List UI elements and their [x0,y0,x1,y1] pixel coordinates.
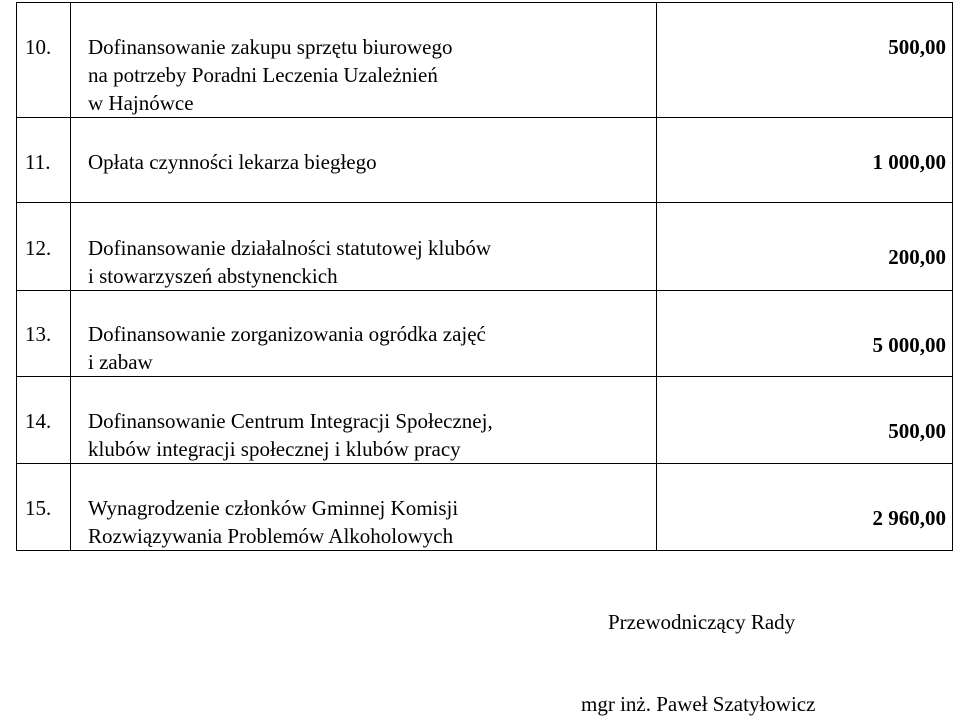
table-row [17,118,953,203]
description-line: klubów integracji społecznej i klubów pracy [88,437,461,461]
item-description-cell [71,203,657,291]
item-number-cell [17,291,71,377]
table-row [17,464,953,551]
item-number-cell [17,464,71,551]
item-number-cell [17,377,71,464]
item-description [88,377,646,463]
item-amount-cell [657,291,953,377]
item-number: 12. [25,236,52,260]
table-row [17,291,953,377]
description-line: Dofinansowanie zakupu sprzętu biurowego [88,35,453,59]
description-line: Rozwiązywania Problemów Alkoholowych [88,524,454,548]
expense-table [16,2,953,551]
item-amount: 1 000,00 [872,150,946,174]
item-number-cell [17,203,71,291]
item-amount-cell [657,118,953,203]
description-line: Opłata czynności lekarza biegłego [88,150,377,174]
item-amount-cell [657,464,953,551]
signature-name: mgr inż. Paweł Szatyłowicz [581,692,816,716]
table-row [17,203,953,291]
item-number: 10. [25,35,52,59]
item-description [88,203,646,290]
item-description [88,3,646,117]
description-line: Dofinansowanie zorganizowania ogródka zajęć [88,322,486,346]
item-amount: 500,00 [888,35,946,59]
item-number-cell [17,3,71,118]
description-line: i stowarzyszeń abstynenckich [88,264,338,288]
item-amount: 5 000,00 [872,333,946,357]
item-number-cell [17,118,71,203]
item-description-cell [71,118,657,203]
description-line: na potrzeby Poradni Leczenia Uzależnień [88,63,438,87]
item-number: 15. [25,496,52,520]
item-amount-cell [657,377,953,464]
item-amount: 500,00 [888,419,946,443]
item-description-cell [71,291,657,377]
item-amount: 200,00 [888,245,946,269]
item-amount-cell [657,203,953,291]
table-row [17,377,953,464]
item-amount: 2 960,00 [872,506,946,530]
item-number: 14. [25,409,52,433]
table-row [17,3,953,118]
item-amount-cell [657,3,953,118]
item-description [88,291,646,376]
item-description [88,118,646,176]
description-line: i zabaw [88,350,153,374]
item-number: 13. [25,322,52,346]
item-number: 11. [25,150,51,174]
description-line: Dofinansowanie działalności statutowej klubów [88,236,491,260]
item-description-cell [71,3,657,118]
signature-title: Przewodniczący Rady [608,610,796,634]
item-description [88,464,646,550]
description-line: Dofinansowanie Centrum Integracji Społecznej, [88,409,493,433]
description-line: w Hajnówce [88,91,194,115]
description-line: Wynagrodzenie członków Gminnej Komisji [88,496,459,520]
item-description-cell [71,464,657,551]
item-description-cell [71,377,657,464]
